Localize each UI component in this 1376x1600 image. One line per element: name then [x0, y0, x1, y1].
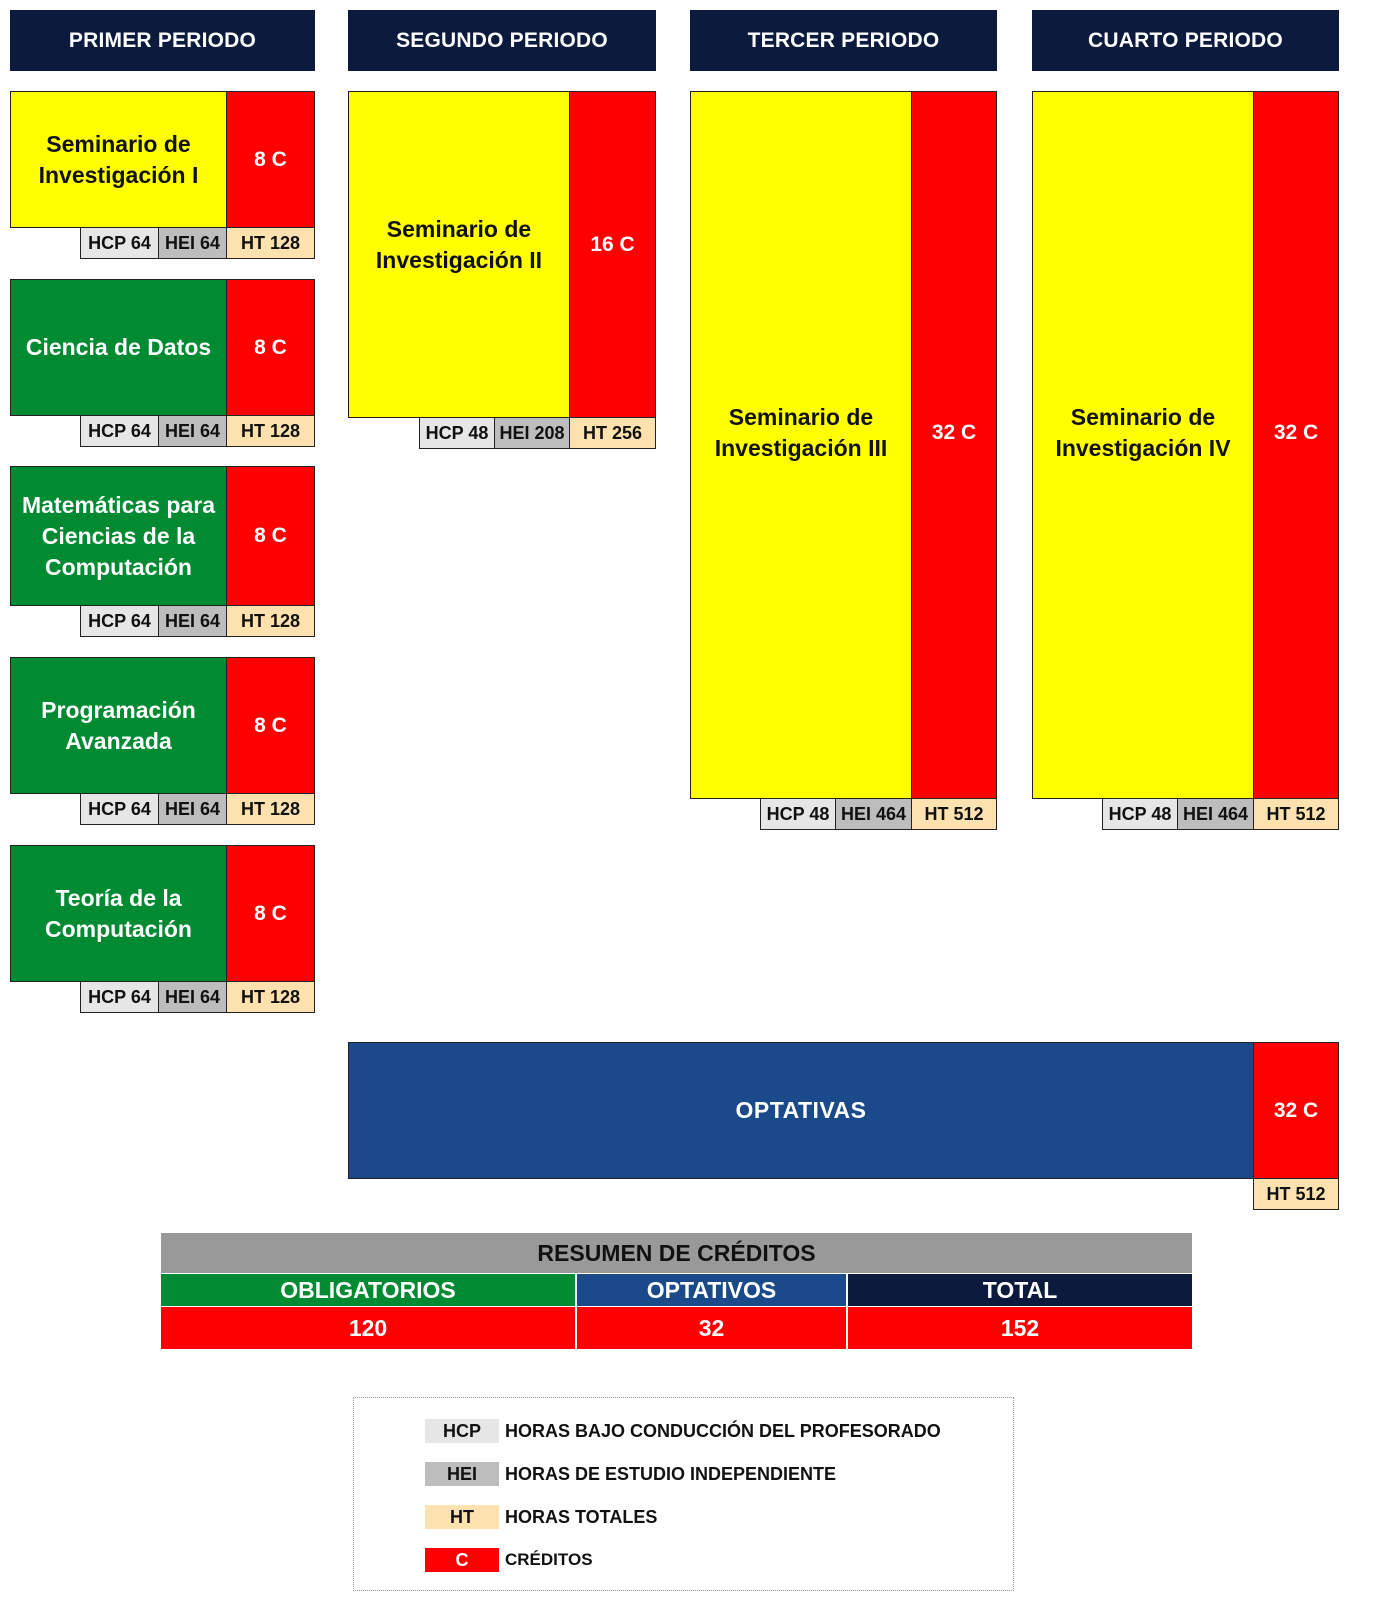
course-seminario-4-hcp: HCP 48	[1102, 798, 1178, 830]
course-seminario-3-ht: HT 512	[911, 798, 997, 830]
course-seminario-4-hei: HEI 464	[1177, 798, 1254, 830]
course-programacion-ht: HT 128	[226, 793, 315, 825]
legend-key-hcp: HCP	[425, 1419, 499, 1443]
course-teoria-ht: HT 128	[226, 981, 315, 1013]
course-matematicas-ht: HT 128	[226, 605, 315, 637]
course-seminario-2-ht: HT 256	[569, 417, 656, 449]
legend-key-ht: HT	[425, 1505, 499, 1529]
course-ciencia-datos-credits: 8 C	[226, 279, 315, 416]
course-seminario-4-ht: HT 512	[1253, 798, 1339, 830]
course-seminario-2-credits: 16 C	[569, 91, 656, 418]
optativas-block: OPTATIVAS	[348, 1042, 1254, 1179]
legend-key-c: C	[425, 1548, 499, 1572]
summary-value-total: 152	[848, 1307, 1192, 1349]
course-matematicas-hei: HEI 64	[158, 605, 227, 637]
course-ciencia-datos-hei: HEI 64	[158, 415, 227, 447]
course-teoria-credits: 8 C	[226, 845, 315, 982]
summary-value-optativos: 32	[577, 1307, 846, 1349]
course-seminario-1: Seminario de Investigación I	[10, 91, 227, 228]
summary-title: RESUMEN DE CRÉDITOS	[161, 1233, 1192, 1273]
optativas-credits: 32 C	[1253, 1042, 1339, 1179]
course-ciencia-datos-ht: HT 128	[226, 415, 315, 447]
course-seminario-1-hei: HEI 64	[158, 227, 227, 259]
course-seminario-4: Seminario de Investigación IV	[1032, 91, 1254, 799]
legend-text-ht: HORAS TOTALES	[505, 1506, 658, 1527]
course-matematicas-credits: 8 C	[226, 466, 315, 606]
course-matematicas: Matemáticas para Ciencias de la Computación	[10, 466, 227, 606]
course-ciencia-datos: Ciencia de Datos	[10, 279, 227, 416]
period-header-3: TERCER PERIODO	[690, 10, 997, 71]
course-seminario-4-credits: 32 C	[1253, 91, 1339, 799]
course-seminario-3-credits: 32 C	[911, 91, 997, 799]
course-seminario-2-hei: HEI 208	[494, 417, 570, 449]
course-programacion: Programación Avanzada	[10, 657, 227, 794]
summary-value-obligatorios: 120	[161, 1307, 575, 1349]
period-header-4: CUARTO PERIODO	[1032, 10, 1339, 71]
course-teoria-hcp: HCP 64	[80, 981, 159, 1013]
course-seminario-3-hcp: HCP 48	[760, 798, 836, 830]
legend-text-c: CRÉDITOS	[505, 1550, 593, 1569]
course-seminario-3: Seminario de Investigación III	[690, 91, 912, 799]
course-seminario-1-ht: HT 128	[226, 227, 315, 259]
course-seminario-1-hcp: HCP 64	[80, 227, 159, 259]
course-programacion-credits: 8 C	[226, 657, 315, 794]
summary-header-total: TOTAL	[848, 1274, 1192, 1306]
course-seminario-2: Seminario de Investigación II	[348, 91, 570, 418]
legend-key-hei: HEI	[425, 1462, 499, 1486]
course-teoria-hei: HEI 64	[158, 981, 227, 1013]
course-programacion-hei: HEI 64	[158, 793, 227, 825]
course-seminario-1-credits: 8 C	[226, 91, 315, 228]
course-teoria: Teoría de la Computación	[10, 845, 227, 982]
legend-text-hcp: HORAS BAJO CONDUCCIÓN DEL PROFESORADO	[505, 1420, 941, 1441]
course-seminario-2-hcp: HCP 48	[419, 417, 495, 449]
period-header-1: PRIMER PERIODO	[10, 10, 315, 71]
course-programacion-hcp: HCP 64	[80, 793, 159, 825]
course-matematicas-hcp: HCP 64	[80, 605, 159, 637]
summary-header-optativos: OPTATIVOS	[577, 1274, 846, 1306]
optativas-ht: HT 512	[1253, 1178, 1339, 1210]
summary-header-obligatorios: OBLIGATORIOS	[161, 1274, 575, 1306]
legend-text-hei: HORAS DE ESTUDIO INDEPENDIENTE	[505, 1463, 837, 1484]
course-ciencia-datos-hcp: HCP 64	[80, 415, 159, 447]
period-header-2: SEGUNDO PERIODO	[348, 10, 656, 71]
course-seminario-3-hei: HEI 464	[835, 798, 912, 830]
